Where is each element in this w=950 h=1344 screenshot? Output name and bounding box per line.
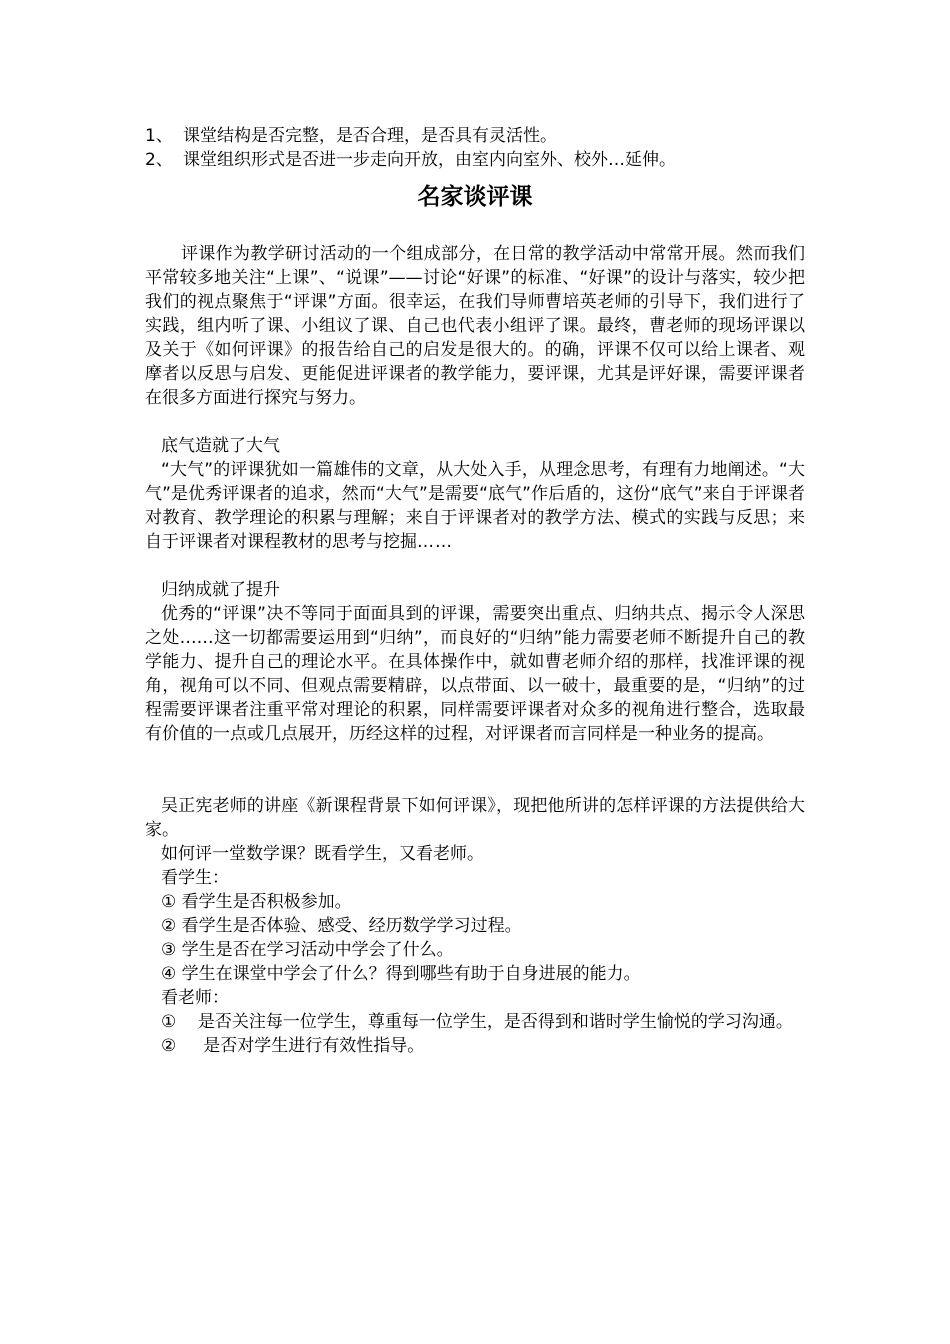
student-criterion: ④ 学生在课堂中学会了什么？得到哪些有助于自身进展的能力。 bbox=[161, 964, 641, 984]
list-item bbox=[145, 148, 805, 172]
section-body bbox=[145, 458, 805, 554]
teacher-criterion-number: ① bbox=[161, 1012, 177, 1032]
teachers-heading: 看老师： bbox=[161, 988, 229, 1008]
teacher-criterion-number: ② bbox=[161, 1036, 177, 1056]
section-body: 优秀的“评课”决不等同于面面具到的评课，需要突出重点、归纳共点、揭示令人深思之处……这一切都需要运用到“归纳”，而良好的“归纳”能力需要老师不断提升自己的教学能力、提升自己的理论水平。在具体操作中，就如曹老师介绍的那样，找准评课的视角，视角可以不同、但观点需要精辟，以点带面、以一破十，最重要的是，“归纳”的过程需要评课者注重平常对理论的积累，同样需要评课者对众多的视角进行整合，选取最有价值的一点或几点展开，历经这样的过程，对评课者而言同样是一种业务的提高。 bbox=[145, 604, 805, 744]
document-title: 名家谈评课 bbox=[417, 184, 533, 210]
teacher-criterion-text: 是否对学生进行有效性指导。 bbox=[203, 1036, 425, 1056]
list-item bbox=[145, 124, 805, 148]
lecture-question: 如何评一堂数学课？既看学生，又看老师。 bbox=[161, 844, 484, 864]
list-number: 2、 bbox=[145, 150, 173, 170]
document-content bbox=[145, 124, 805, 1058]
lecture-intro: 吴正宪老师的讲座《新课程背景下如何评课》，现把他所讲的怎样评课的方法提供给大家。 bbox=[145, 796, 805, 840]
list-text: 课堂组织形式是否进一步走向开放，由室内向室外、校外…延伸。 bbox=[183, 150, 676, 170]
teacher-criterion bbox=[145, 1010, 805, 1034]
ellipsis: …… bbox=[417, 532, 453, 552]
section-heading: 底气造就了大气 bbox=[161, 436, 280, 456]
list-text: 课堂结构是否完整，是否合理，是否具有灵活性。 bbox=[183, 126, 557, 146]
student-criterion: ② 看学生是否体验、感受、经历数学学习过程。 bbox=[161, 916, 522, 936]
intro-paragraph: 评课作为教学研讨活动的一个组成部分，在日常的教学活动中常常开展。然而我们平常较多地关注“上课”、“说课”——讨论“好课”的标准、“好课”的设计与落实，较少把我们的视点聚焦于“评课”方面。很幸运，在我们导师曹培英老师的引导下，我们进行了实践，组内听了课、小组议了课、自己也代表小组评了课。最终，曹老师的现场评课以及关于《如何评课》的报告给自己的启发是很大的。的确，评课不仅可以给上课者、观摩者以反思与启发、更能促进评课者的教学能力，要评课，尤其是评好课，需要评课者在很多方面进行探究与努力。 bbox=[145, 244, 805, 408]
section-heading: 归纳成就了提升 bbox=[161, 580, 280, 600]
students-heading: 看学生： bbox=[161, 868, 229, 888]
student-criterion: ① 看学生是否积极参加。 bbox=[161, 892, 352, 912]
student-criterion: ③ 学生是否在学习活动中学会了什么。 bbox=[161, 940, 454, 960]
list-number: 1、 bbox=[145, 126, 173, 146]
section-body-text: “大气”的评课犹如一篇雄伟的文章，从大处入手，从理念思考，有理有力地阐述。“大气”是优秀评课者的追求，然而“大气”是需要“底气”作后盾的，这份“底气”来自于评课者对教育、教学理论的积累与理解；来自于评课者对的教学方法、模式的实践与反思；来自于评课者对课程教材的思考与挖掘 bbox=[145, 460, 805, 552]
teacher-criterion bbox=[145, 1034, 805, 1058]
teacher-criterion-text: 是否关注每一位学生，尊重每一位学生，是否得到和谐时学生愉悦的学习沟通。 bbox=[197, 1012, 793, 1032]
